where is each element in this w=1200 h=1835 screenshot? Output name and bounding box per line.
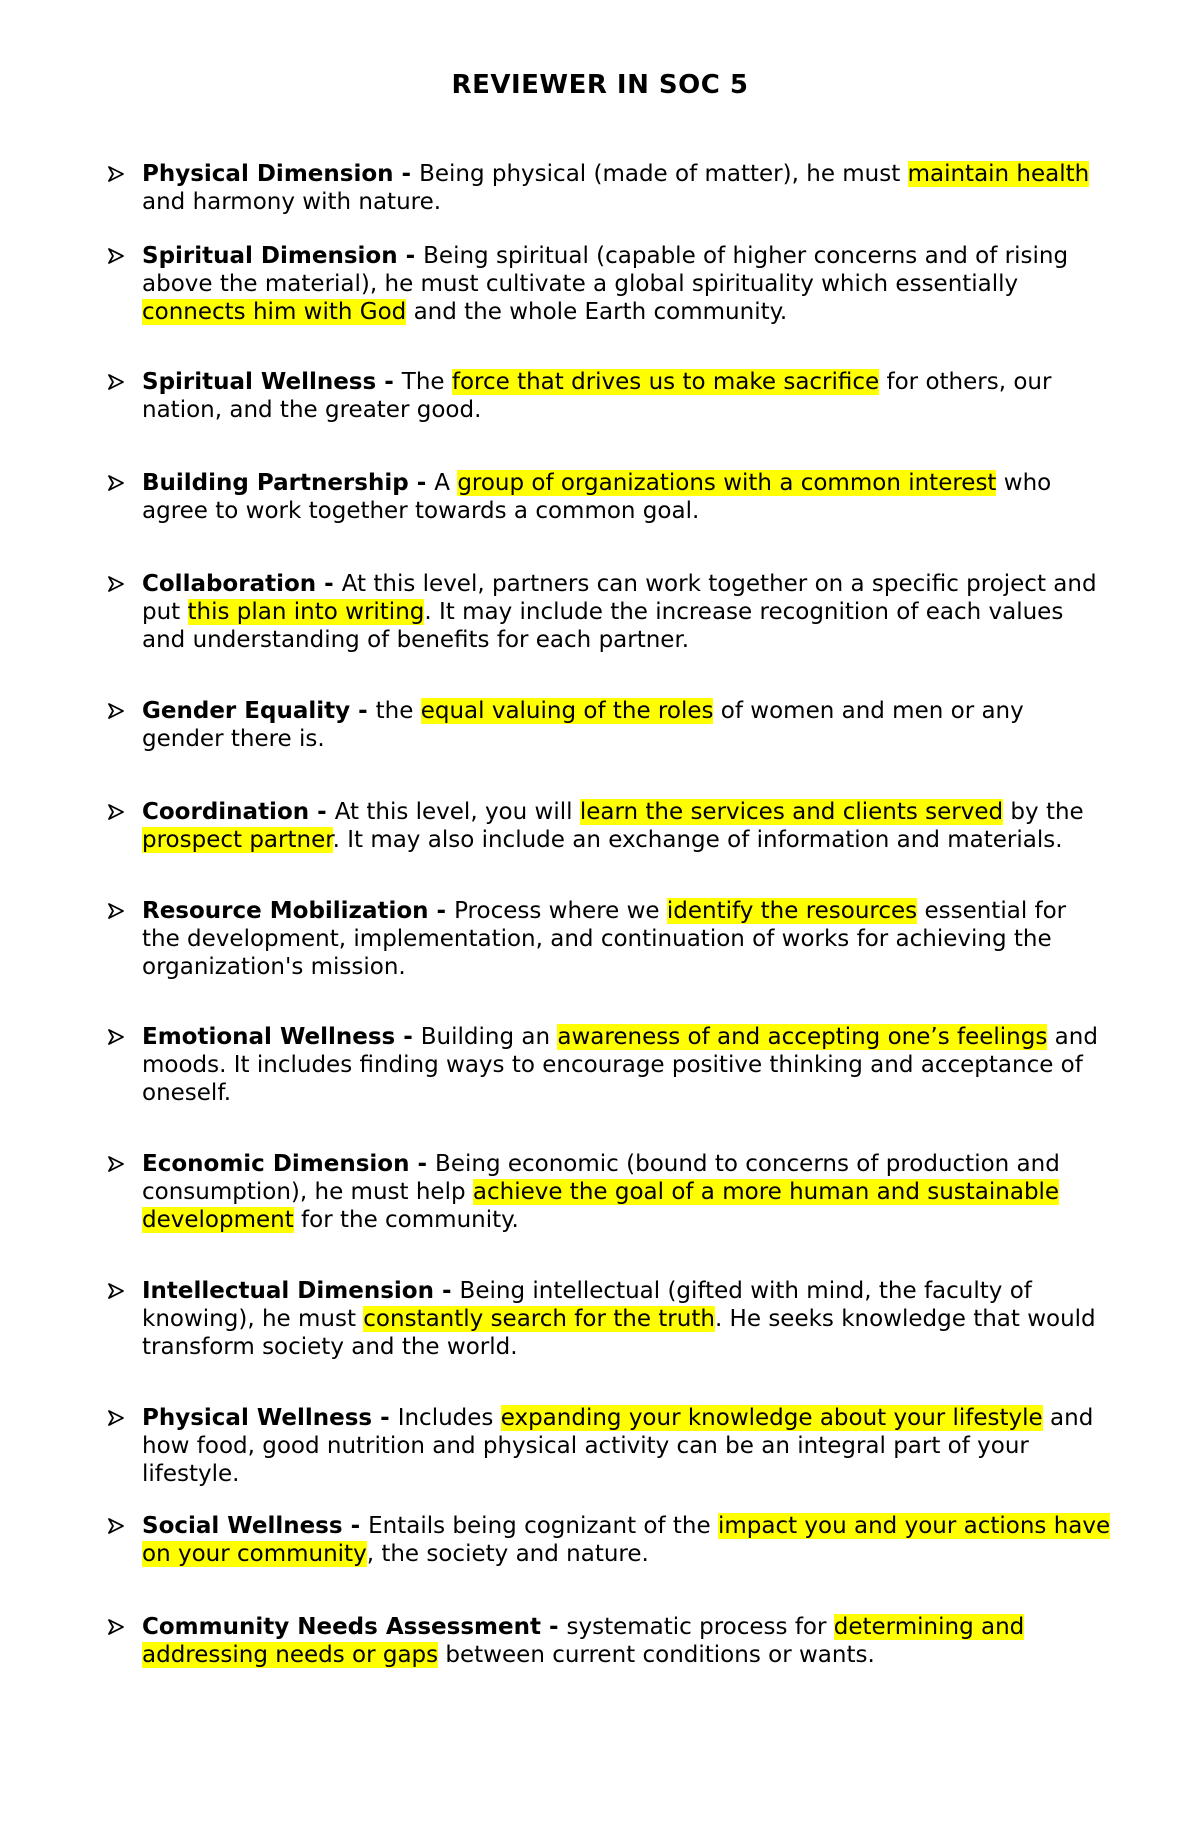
definition-text [142, 1277, 1142, 1361]
highlighted-text: addressing needs or gaps [142, 1642, 439, 1668]
definition-text-segment: agree to work together towards a common goal. [142, 498, 700, 524]
text-line [142, 1079, 1142, 1107]
arrowhead-bullet-icon [106, 697, 126, 725]
definition-text-segment: between current conditions or wants. [438, 1642, 875, 1668]
definition-text-segment: for the community. [293, 1207, 519, 1233]
arrowhead-bullet-icon [106, 1277, 126, 1305]
definition-text-segment: who [996, 470, 1052, 496]
definition-text-segment: organization's mission. [142, 954, 406, 980]
definition-term: Resource Mobilization [142, 898, 429, 924]
text-line [142, 270, 1142, 298]
definition-text [142, 897, 1142, 981]
definition-text-segment: transform society and the world. [142, 1334, 518, 1360]
definition-term: Spiritual Wellness [142, 369, 377, 395]
definition-term: Collaboration [142, 571, 317, 597]
definition-text-segment: moods. It includes finding ways to encourage positive thinking and acceptance of [142, 1052, 1083, 1078]
definition-term: Physical Wellness [142, 1405, 373, 1431]
definition-text-segment: knowing), he must [142, 1306, 364, 1332]
definition-text [142, 1404, 1142, 1488]
text-line [142, 396, 1142, 424]
text-line [142, 725, 1142, 753]
text-line [142, 1333, 1142, 1361]
term-separator: - [316, 571, 342, 597]
text-line [142, 1641, 1142, 1669]
text-line [142, 697, 1142, 725]
highlighted-text: prospect partner [142, 827, 333, 853]
definition-term: Gender Equality [142, 698, 351, 724]
definition-text-segment: and the whole Earth community. [406, 299, 788, 325]
highlighted-text: maintain health [907, 161, 1090, 187]
text-line [142, 1023, 1142, 1051]
text-line [142, 1432, 1142, 1460]
highlighted-text: achieve the goal of a more human and sustainable [472, 1179, 1060, 1205]
text-line [142, 1512, 1142, 1540]
text-line [142, 188, 1142, 216]
definition-text-segment: nation, and the greater good. [142, 397, 482, 423]
definition-text-segment: gender there is. [142, 726, 325, 752]
definition-text-segment: Includes [397, 1405, 501, 1431]
highlighted-text: expanding your knowledge about your lifestyle [500, 1405, 1043, 1431]
term-separator: - [342, 1513, 369, 1539]
arrowhead-bullet-icon [106, 1023, 126, 1051]
definition-term: Spiritual Dimension [142, 243, 398, 269]
highlighted-text: identify the resources [666, 898, 918, 924]
highlighted-text: impact you and your actions have [717, 1513, 1111, 1539]
term-separator: - [408, 470, 435, 496]
term-separator: - [350, 698, 376, 724]
text-line [142, 1540, 1142, 1568]
highlighted-text: determining and [833, 1614, 1025, 1640]
text-line [142, 798, 1142, 826]
text-line [142, 1277, 1142, 1305]
definition-text-segment: the development, implementation, and continuation of works for achieving the [142, 926, 1052, 952]
definition-term: Intellectual Dimension [142, 1278, 434, 1304]
text-line [142, 160, 1142, 188]
text-line [142, 598, 1142, 626]
definition-text-segment: for others, our [879, 369, 1052, 395]
text-line [142, 826, 1142, 854]
text-line [142, 497, 1142, 525]
definition-term: Building Partnership [142, 470, 409, 496]
definition-text-segment: how food, good nutrition and physical activity can be an integral part of your [142, 1433, 1029, 1459]
definition-text-segment: oneself. [142, 1080, 232, 1106]
definition-text-segment: put [142, 599, 188, 625]
term-separator: - [395, 1024, 421, 1050]
definition-text-segment: of women and men or any [713, 698, 1024, 724]
term-separator: - [433, 1278, 460, 1304]
term-separator: - [397, 243, 424, 269]
text-line [142, 626, 1142, 654]
definition-text-segment: At this level, partners can work together on a specific project and [341, 571, 1097, 597]
definition-term: Community Needs Assessment [142, 1614, 541, 1640]
text-line [142, 1150, 1142, 1178]
text-line [142, 1404, 1142, 1432]
definition-text [142, 697, 1142, 753]
definition-term: Emotional Wellness [142, 1024, 396, 1050]
text-line [142, 570, 1142, 598]
highlighted-text: group of organizations with a common interest [457, 470, 997, 496]
definition-text [142, 570, 1142, 654]
definition-text-segment: lifestyle. [142, 1461, 240, 1487]
definition-text [142, 1023, 1142, 1107]
term-separator: - [376, 369, 402, 395]
definition-text [142, 469, 1142, 525]
definition-text-segment: Building an [420, 1024, 558, 1050]
definition-text-segment: and understanding of benefits for each partner. [142, 627, 690, 653]
definition-text-segment: Being intellectual (gifted with mind, the faculty of [459, 1278, 1032, 1304]
definition-text-segment: The [401, 369, 452, 395]
highlighted-text: force that drives us to make sacrifice [451, 369, 880, 395]
definition-text-segment: above the material), he must cultivate a global spirituality which essentially [142, 271, 1019, 297]
term-separator: - [393, 161, 420, 187]
arrowhead-bullet-icon [106, 1404, 126, 1432]
text-line [142, 368, 1142, 396]
definition-text-segment: Being economic (bound to concerns of production and [435, 1151, 1060, 1177]
definition-text [142, 242, 1142, 326]
arrowhead-bullet-icon [106, 1613, 126, 1641]
highlighted-text: awareness of and accepting one’s feelings [557, 1024, 1048, 1050]
definition-text-segment: At this level, you will [334, 799, 580, 825]
text-line [142, 897, 1142, 925]
definition-text [142, 1150, 1142, 1234]
text-line [142, 242, 1142, 270]
text-line [142, 925, 1142, 953]
text-line [142, 1613, 1142, 1641]
text-line [142, 298, 1142, 326]
definition-text-segment: systematic process for [566, 1614, 834, 1640]
definition-text-segment: and [1047, 1024, 1098, 1050]
definition-text-segment: . It may include the increase recognition of each values [424, 599, 1064, 625]
text-line [142, 1051, 1142, 1079]
definition-term: Social Wellness [142, 1513, 343, 1539]
text-line [142, 1305, 1142, 1333]
definition-text-segment: Being physical (made of matter), he must [419, 161, 908, 187]
definition-text-segment: Being spiritual (capable of higher concerns and of rising [423, 243, 1069, 269]
highlighted-text: this plan into writing [187, 599, 425, 625]
text-line [142, 1460, 1142, 1488]
term-separator: - [540, 1614, 567, 1640]
definition-term: Physical Dimension [142, 161, 394, 187]
text-line [142, 1178, 1142, 1206]
highlighted-text: connects him with God [142, 299, 407, 325]
arrowhead-bullet-icon [106, 897, 126, 925]
definition-text [142, 798, 1142, 854]
text-line [142, 469, 1142, 497]
arrowhead-bullet-icon [106, 1150, 126, 1178]
definition-text-segment: and harmony with nature. [142, 189, 442, 215]
arrowhead-bullet-icon [106, 798, 126, 826]
definition-text-segment: the [375, 698, 421, 724]
text-line [142, 953, 1142, 981]
definition-text-segment: and [1042, 1405, 1094, 1431]
document-title: REVIEWER IN SOC 5 [451, 70, 749, 100]
term-separator: - [309, 799, 335, 825]
definition-text-segment: . It may also include an exchange of information and materials. [332, 827, 1063, 853]
term-separator: - [409, 1151, 436, 1177]
definition-text [142, 160, 1142, 216]
definition-text-segment: essential for [917, 898, 1067, 924]
definition-term: Economic Dimension [142, 1151, 410, 1177]
arrowhead-bullet-icon [106, 160, 126, 188]
arrowhead-bullet-icon [106, 242, 126, 270]
definition-text-segment: Entails being cognizant of the [368, 1513, 718, 1539]
definition-text-segment: A [434, 470, 458, 496]
highlighted-text: learn the services and clients served [579, 799, 1004, 825]
definition-text-segment: consumption), he must help [142, 1179, 473, 1205]
definition-text-segment: by the [1003, 799, 1084, 825]
definition-text-segment: , the society and nature. [366, 1541, 649, 1567]
highlighted-text: on your community [142, 1541, 367, 1567]
term-separator: - [428, 898, 455, 924]
arrowhead-bullet-icon [106, 570, 126, 598]
definition-text-segment: . He seeks knowledge that would [714, 1306, 1096, 1332]
arrowhead-bullet-icon [106, 469, 126, 497]
text-line [142, 1206, 1142, 1234]
definition-text-segment: Process where we [454, 898, 667, 924]
arrowhead-bullet-icon [106, 368, 126, 396]
highlighted-text: development [142, 1207, 294, 1233]
arrowhead-bullet-icon [106, 1512, 126, 1540]
definition-term: Coordination [142, 799, 310, 825]
definition-text [142, 368, 1142, 424]
highlighted-text: constantly search for the truth [363, 1306, 715, 1332]
term-separator: - [372, 1405, 398, 1431]
definition-text [142, 1512, 1142, 1568]
highlighted-text: equal valuing of the roles [420, 698, 714, 724]
definition-text [142, 1613, 1142, 1669]
